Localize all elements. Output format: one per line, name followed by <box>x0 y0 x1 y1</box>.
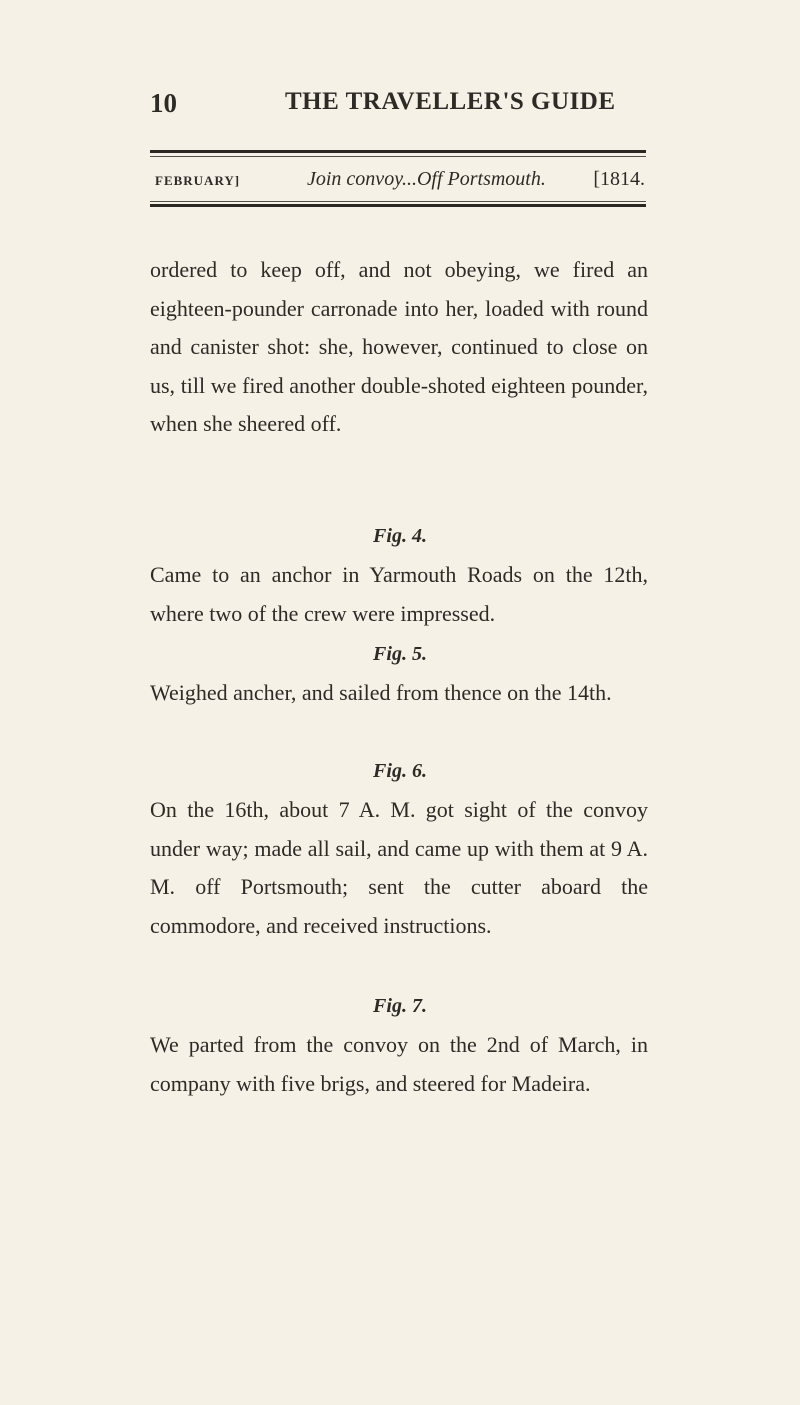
figure-label-6: Fig. 6. <box>373 760 427 782</box>
top-rule-thin <box>150 156 646 157</box>
paragraph-weighed-anchor: Weighed ancher, and sailed from thence on the 14th. <box>150 680 612 705</box>
section-topic: Join convoy...Off Portsmouth. <box>307 168 546 190</box>
figure-label-4: Fig. 4. <box>373 525 427 547</box>
paragraph-carronade: ordered to keep off, and not obeying, we fired an eighteen-pounder carronade into her, loaded with round and canister shot: she, however, continued to close on us, till we fired another double-shoted eighteen pounder, when she sheered off. <box>150 257 648 436</box>
page-number: 10 <box>150 88 177 118</box>
top-rule-thick <box>150 150 646 153</box>
section-month: FEBRUARY] <box>155 173 241 188</box>
book-title: THE TRAVELLER'S GUIDE <box>285 88 616 115</box>
paragraph-yarmouth: Came to an anchor in Yarmouth Roads on the 12th, where two of the crew were impressed. <box>150 562 648 626</box>
bottom-rule-thick <box>150 204 646 207</box>
paragraph-convoy-sight: On the 16th, about 7 A. M. got sight of the convoy under way; made all sail, and came up with them at 9 A. M. off Portsmouth; sent the cutter aboard the commodore, and received instructions. <box>150 797 648 938</box>
bottom-rule-thin <box>150 201 646 202</box>
section-heading <box>155 168 645 198</box>
running-head <box>150 88 650 128</box>
section-year: [1814. <box>593 168 645 190</box>
figure-label-7: Fig. 7. <box>373 995 427 1017</box>
paragraph-madeira: We parted from the convoy on the 2nd of March, in company with five brigs, and steered for Madeira. <box>150 1032 648 1096</box>
figure-label-5: Fig. 5. <box>373 643 427 665</box>
